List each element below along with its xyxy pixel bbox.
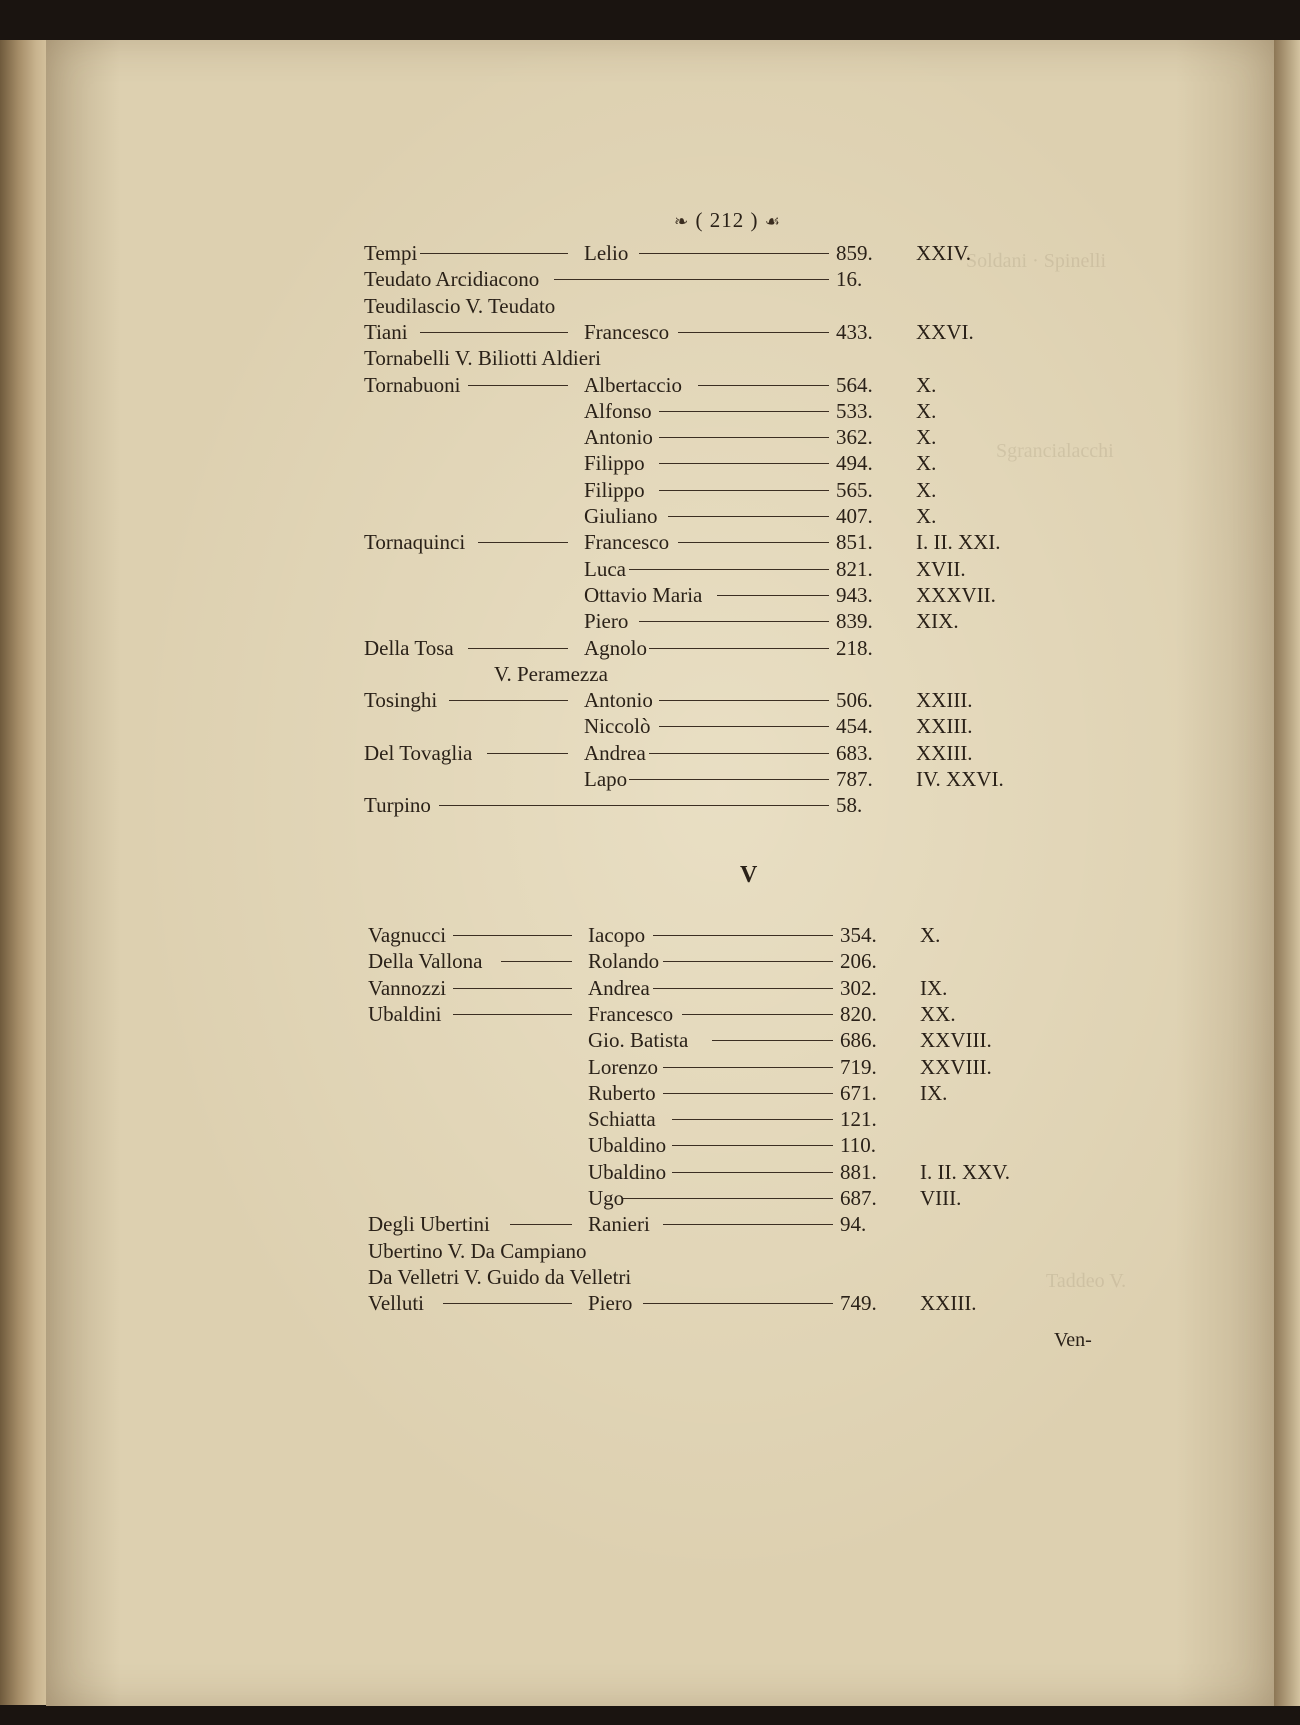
entry-page-number: 683.: [836, 740, 873, 765]
entry-volume-numeral: XXVIII.: [920, 1054, 992, 1079]
entry-page-number: 787.: [836, 767, 873, 791]
index-entry: [364, 635, 1084, 661]
entry-page-number: 564.: [836, 372, 873, 397]
entry-page-number: 110.: [840, 1133, 876, 1158]
leader-dash: [663, 961, 833, 963]
entry-page-number: 506.: [836, 688, 873, 713]
leader-dash: [678, 332, 829, 334]
entry-page-number: 218.: [836, 635, 873, 660]
page-number: ( 212 ): [695, 208, 759, 232]
entry-surname: Tempi: [364, 241, 418, 265]
entry-volume-numeral: XXXVII.: [916, 582, 996, 607]
index-entry: [364, 608, 1084, 634]
book-page: Soldani · Spinelli Sgrancialacchi Taddeo V.: [46, 40, 1274, 1706]
leader-dash: [501, 961, 572, 963]
entry-volume-numeral: X.: [916, 398, 937, 423]
leader-dash: [639, 621, 829, 623]
entry-given-name: Ugo: [588, 1186, 625, 1210]
entry-given-name: Niccolò: [584, 714, 651, 739]
index-entry: [364, 293, 1084, 319]
index-entry: [364, 372, 1084, 398]
index-entry: [368, 922, 1088, 948]
index-entry: [364, 529, 1084, 555]
leader-dash: [443, 1303, 572, 1305]
entry-page-number: 565.: [836, 477, 873, 502]
entry-volume-numeral: IV. XXVI.: [916, 767, 1004, 791]
entry-given-name: Francesco: [584, 319, 670, 344]
leader-dash: [663, 1224, 833, 1226]
entry-surname: Turpino: [364, 793, 431, 818]
entry-volume-numeral: X.: [920, 923, 941, 947]
entry-volume-numeral: XXIII.: [916, 740, 973, 765]
entry-page-number: 58.: [836, 793, 863, 818]
entry-page-number: 671.: [840, 1080, 877, 1105]
entry-page-number: 839.: [836, 609, 873, 634]
leader-dash: [659, 411, 829, 413]
index-entry: [368, 1185, 1088, 1211]
entry-volume-numeral: XXVIII.: [920, 1028, 992, 1053]
entry-volume-numeral: X.: [916, 477, 937, 502]
index-entry: [364, 477, 1084, 503]
page-stack-edge: [0, 40, 52, 1705]
entry-given-name: Filippo: [584, 451, 645, 476]
catchword: Ven-: [1054, 1329, 1092, 1351]
entry-page-number: 362.: [836, 425, 873, 450]
entry-surname: Ubertino V. Da Campiano: [368, 1238, 587, 1263]
entry-surname: Tornabelli V. Biliotti Aldieri: [364, 346, 601, 371]
entry-page-number: 719.: [840, 1054, 877, 1079]
leader-dash: [659, 463, 829, 465]
entry-page-number: 821.: [836, 556, 873, 581]
index-entry: [368, 1027, 1088, 1053]
entry-given-name: Francesco: [588, 1001, 674, 1026]
entry-given-name: Filippo: [584, 477, 645, 502]
entry-page-number: 851.: [836, 530, 873, 555]
entry-page-number: 206.: [840, 949, 877, 974]
leader-dash: [453, 988, 572, 990]
entry-given-name: Piero: [588, 1291, 633, 1316]
entry-volume-numeral: XXIV.: [916, 241, 972, 265]
entry-surname: Del Tovaglia: [364, 740, 473, 765]
entry-page-number: 859.: [836, 241, 873, 265]
entry-given-name: Andrea: [584, 740, 646, 765]
entry-surname: Teudilascio V. Teudato: [364, 293, 556, 318]
leader-dash: [659, 726, 829, 728]
entry-volume-numeral: IX.: [920, 975, 948, 1000]
index-entry: [364, 687, 1084, 713]
index-entry: [364, 398, 1084, 424]
leader-dash: [712, 1040, 833, 1042]
index-entry: [368, 1054, 1088, 1080]
index-entry: [364, 424, 1084, 450]
entry-surname: Vagnucci: [368, 923, 447, 947]
entry-page-number: 407.: [836, 504, 873, 528]
leader-dash: [682, 1014, 833, 1016]
leader-dash: [478, 542, 568, 544]
index-entry: [368, 1106, 1088, 1132]
leader-dash: [554, 279, 829, 281]
entry-page-number: 94.: [840, 1212, 867, 1237]
entry-volume-numeral: XXIII.: [916, 688, 973, 713]
entry-volume-numeral: X.: [916, 504, 937, 528]
index-entry: [364, 345, 1084, 371]
entry-volume-numeral: XXIII.: [916, 714, 973, 739]
entry-page-number: 302.: [840, 975, 877, 1000]
entry-given-name: Piero: [584, 609, 629, 634]
entry-volume-numeral: IX.: [920, 1080, 948, 1105]
entry-surname: Teudato Arcidiacono: [364, 267, 540, 292]
leader-dash: [453, 1014, 572, 1016]
leader-dash: [678, 542, 829, 544]
entry-given-name: Alfonso: [584, 398, 652, 423]
entry-page-number: 454.: [836, 714, 873, 739]
index-entry: [364, 792, 1084, 818]
entry-surname: Tornaquinci: [364, 530, 466, 555]
leader-dash: [659, 490, 829, 492]
entry-surname: Da Velletri V. Guido da Velletri: [368, 1264, 632, 1289]
entry-given-name: Albertaccio: [584, 372, 682, 397]
leader-dash: [672, 1119, 833, 1121]
leader-dash: [639, 253, 829, 255]
section-heading: V: [740, 862, 758, 888]
leader-dash: [468, 385, 568, 387]
index-entry: [364, 240, 1084, 266]
entry-page-number: 121.: [840, 1107, 877, 1132]
entry-surname: Della Tosa: [364, 635, 454, 660]
entry-given-name: Ranieri: [588, 1212, 650, 1237]
index-entry: [368, 1132, 1088, 1158]
leader-dash: [487, 753, 568, 755]
entry-given-name: Iacopo: [588, 923, 646, 947]
entry-surname: Della Vallona: [368, 949, 483, 974]
leader-dash: [659, 700, 829, 702]
entry-given-name: Andrea: [588, 975, 650, 1000]
index-entry: [364, 740, 1084, 766]
index-entry: [364, 661, 1084, 687]
entry-volume-numeral: XXIII.: [920, 1291, 977, 1316]
entry-page-number: 687.: [840, 1186, 877, 1210]
entry-given-name: Lelio: [584, 241, 629, 265]
leader-dash: [668, 516, 829, 518]
facing-page-edge: [1274, 40, 1300, 1706]
entry-volume-numeral: X.: [916, 372, 937, 397]
leader-dash: [629, 569, 829, 571]
entry-given-name: Rolando: [588, 949, 660, 974]
entry-volume-numeral: I. II. XXI.: [916, 530, 1001, 555]
leader-dash: [439, 805, 829, 807]
entry-surname: Velluti: [368, 1291, 424, 1316]
leader-dash: [698, 385, 829, 387]
entry-given-name: Giuliano: [584, 504, 658, 528]
index-entry: [368, 1080, 1088, 1106]
leader-dash: [717, 595, 829, 597]
entry-page-number: 354.: [840, 923, 877, 947]
ornament-left-icon: ❧: [674, 212, 690, 231]
entry-surname: Vannozzi: [368, 975, 447, 1000]
entry-page-number: 820.: [840, 1001, 877, 1026]
leader-dash: [663, 1093, 833, 1095]
entry-given-name: Antonio: [584, 688, 653, 713]
leader-dash: [629, 779, 829, 781]
index-entry: [364, 582, 1084, 608]
entry-given-name: Lorenzo: [588, 1054, 658, 1079]
entry-given-name: Lapo: [584, 767, 628, 791]
entry-volume-numeral: XIX.: [916, 609, 959, 634]
index-entry: [368, 1238, 1088, 1264]
entry-page-number: 686.: [840, 1028, 877, 1053]
entry-surname: V. Peramezza: [494, 661, 608, 686]
index-entry: [364, 556, 1084, 582]
index-entry: [368, 948, 1088, 974]
leader-dash: [623, 1198, 833, 1200]
leader-dash: [663, 1067, 833, 1069]
index-entry: [364, 503, 1084, 529]
entry-volume-numeral: I. II. XXV.: [920, 1159, 1011, 1184]
entry-given-name: Gio. Batista: [588, 1028, 689, 1053]
leader-dash: [649, 648, 829, 650]
entry-volume-numeral: XX.: [920, 1001, 956, 1026]
entry-volume-numeral: XVII.: [916, 556, 966, 581]
leader-dash: [510, 1224, 572, 1226]
entry-given-name: Luca: [584, 556, 626, 581]
entry-given-name: Francesco: [584, 530, 670, 555]
leader-dash: [453, 935, 572, 937]
entry-surname: Ubaldini: [368, 1001, 442, 1026]
entry-volume-numeral: X.: [916, 451, 937, 476]
index-entry: [368, 1001, 1088, 1027]
index-entry: [364, 766, 1084, 792]
entry-volume-numeral: VIII.: [920, 1186, 962, 1210]
leader-dash: [653, 988, 833, 990]
entry-page-number: 16.: [836, 267, 863, 292]
leader-dash: [649, 753, 829, 755]
entry-given-name: Agnolo: [584, 635, 647, 660]
entry-page-number: 533.: [836, 398, 873, 423]
entry-surname: Tosinghi: [364, 688, 438, 713]
index-entry: [368, 1159, 1088, 1185]
leader-dash: [643, 1303, 833, 1305]
index-entry: [364, 319, 1084, 345]
index-entry: [368, 975, 1088, 1001]
entry-page-number: 433.: [836, 319, 873, 344]
ornament-right-icon: ☙: [764, 212, 781, 231]
entry-page-number: 749.: [840, 1291, 877, 1316]
entry-given-name: Ruberto: [588, 1080, 656, 1105]
entry-given-name: Ubaldino: [588, 1159, 667, 1184]
leader-dash: [468, 648, 568, 650]
leader-dash: [420, 332, 568, 334]
index-entry: [364, 266, 1084, 292]
entry-given-name: Antonio: [584, 425, 653, 450]
index-entry: [364, 450, 1084, 476]
leader-dash: [659, 437, 829, 439]
index-entry: [368, 1290, 1088, 1316]
entry-volume-numeral: XXVI.: [916, 319, 974, 344]
entry-page-number: 494.: [836, 451, 873, 476]
entry-page-number: 881.: [840, 1159, 877, 1184]
entry-surname: Degli Ubertini: [368, 1212, 490, 1237]
leader-dash: [653, 935, 833, 937]
entry-given-name: Ottavio Maria: [584, 582, 703, 607]
leader-dash: [672, 1172, 833, 1174]
index-entry: [368, 1264, 1088, 1290]
entry-volume-numeral: X.: [916, 425, 937, 450]
entry-surname: Tiani: [364, 319, 408, 344]
index-entry: [368, 1211, 1088, 1237]
page-header: [674, 208, 781, 233]
entry-page-number: 943.: [836, 582, 873, 607]
leader-dash: [449, 700, 568, 702]
leader-dash: [420, 253, 568, 255]
leader-dash: [672, 1145, 833, 1147]
index-entry: [364, 713, 1084, 739]
entry-given-name: Ubaldino: [588, 1133, 667, 1158]
entry-surname: Tornabuoni: [364, 372, 461, 397]
entry-given-name: Schiatta: [588, 1107, 656, 1132]
